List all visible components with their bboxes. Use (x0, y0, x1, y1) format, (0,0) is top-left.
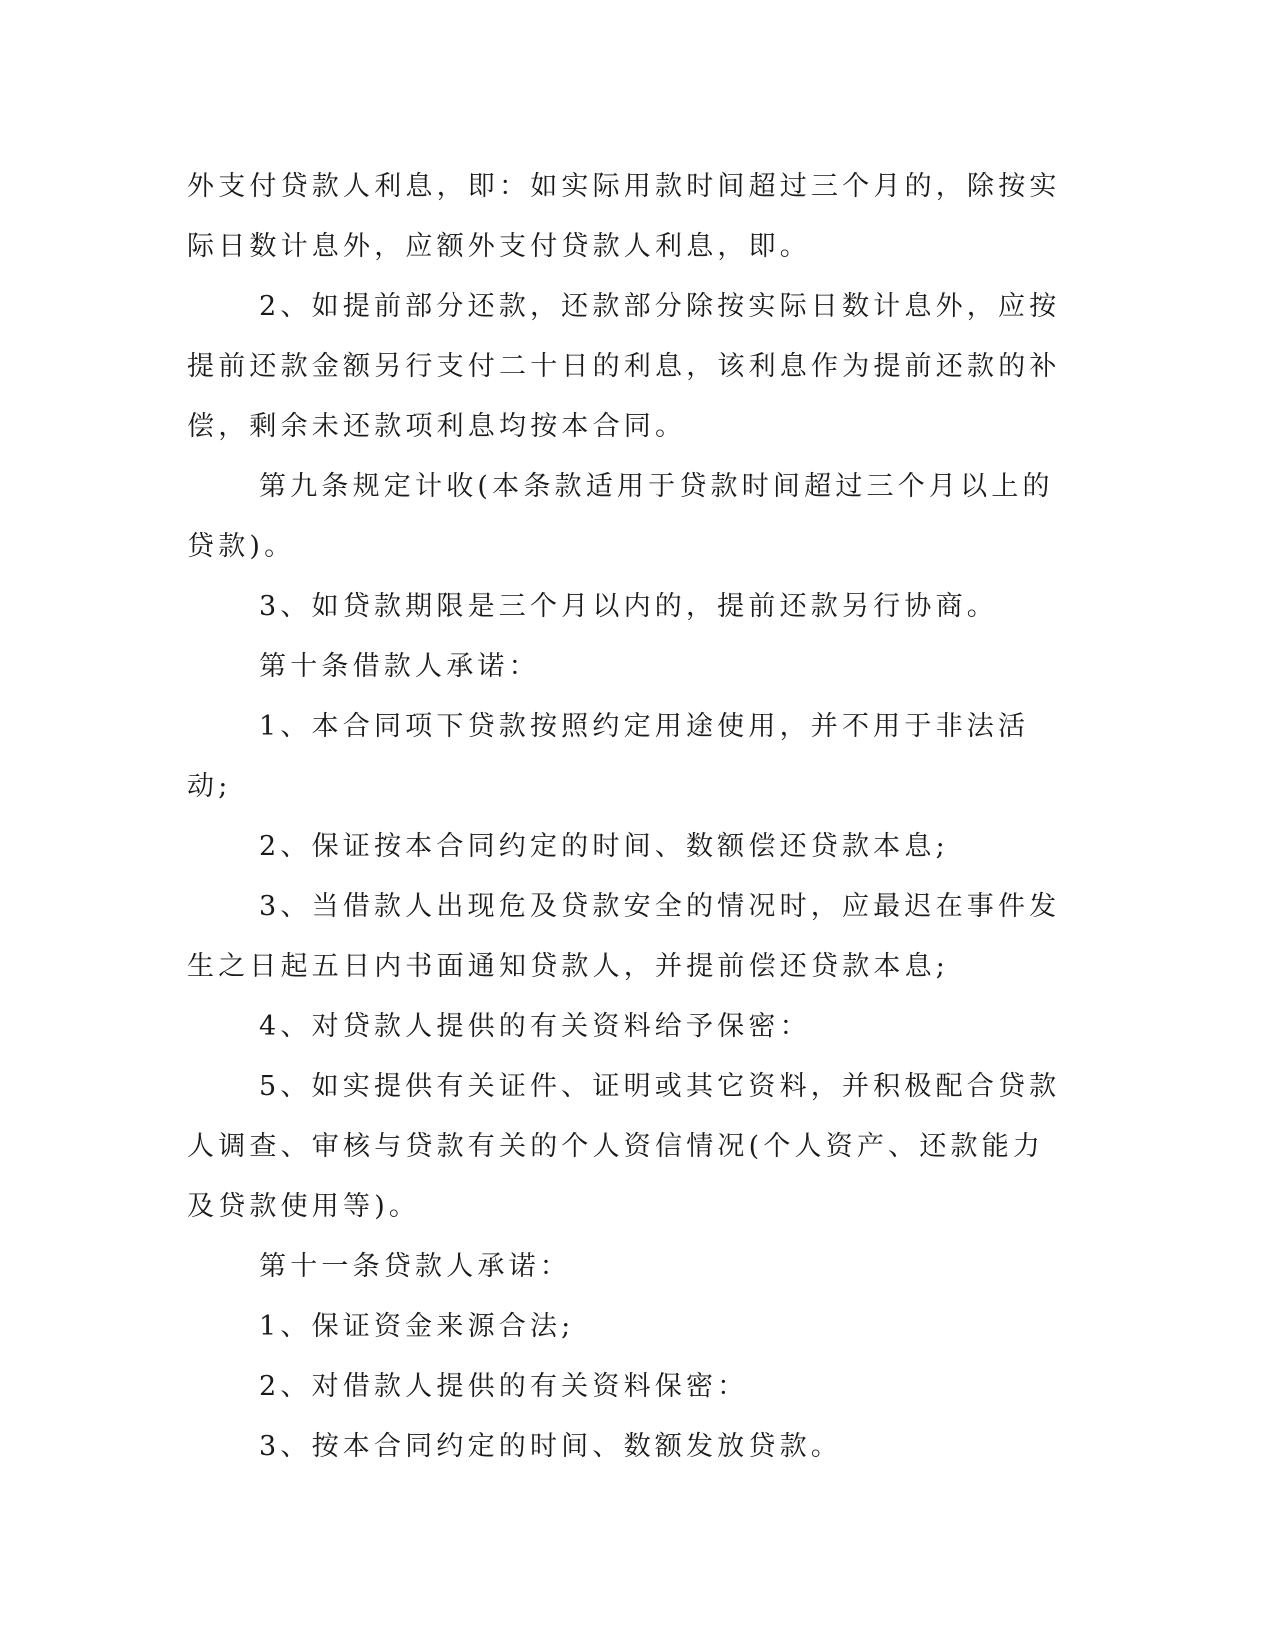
document-body (187, 157, 1067, 1477)
paragraph-short-term-repayment: 3、如贷款期限是三个月以内的，提前还款另行协商。 (259, 591, 998, 622)
paragraph-borrower-item-3: 3、当借款人出现危及贷款安全的情况时，应最迟在事件发生之日起五日内书面通知贷款人，并提前偿还贷款本息; (187, 891, 1061, 982)
paragraph-lender-item-3: 3、按本合同约定的时间、数额发放贷款。 (259, 1431, 842, 1462)
paragraph-borrower-item-1: 1、本合同项下贷款按照约定用途使用，并不用于非法活动; (187, 711, 1030, 802)
paragraph-early-partial-repayment: 2、如提前部分还款，还款部分除按实际日数计息外，应按提前还款金额另行支付二十日的利息，该利息作为提前还款的补偿，剩余未还款项利息均按本合同。 (187, 291, 1061, 442)
paragraph-borrower-item-2: 2、保证按本合同约定的时间、数额偿还贷款本息; (259, 831, 949, 862)
paragraph-lender-item-1: 1、保证资金来源合法; (259, 1311, 575, 1342)
paragraph-continuation: 外支付贷款人利息，即：如实际用款时间超过三个月的，除按实际日数计息外，应额外支付贷款人利息，即。 (187, 171, 1061, 262)
heading-article-ten: 第十条借款人承诺： (259, 651, 540, 682)
paragraph-article-nine-reference: 第九条规定计收(本条款适用于贷款时间超过三个月以上的贷款)。 (187, 471, 1054, 562)
heading-article-eleven: 第十一条贷款人承诺： (259, 1251, 571, 1282)
paragraph-borrower-item-4: 4、对贷款人提供的有关资料给予保密： (259, 1011, 811, 1042)
paragraph-borrower-item-5: 5、如实提供有关证件、证明或其它资料，并积极配合贷款人调查、审核与贷款有关的个人资信情况(个人资产、还款能力及贷款使用等)。 (187, 1071, 1061, 1222)
paragraph-lender-item-2: 2、对借款人提供的有关资料保密： (259, 1371, 749, 1402)
